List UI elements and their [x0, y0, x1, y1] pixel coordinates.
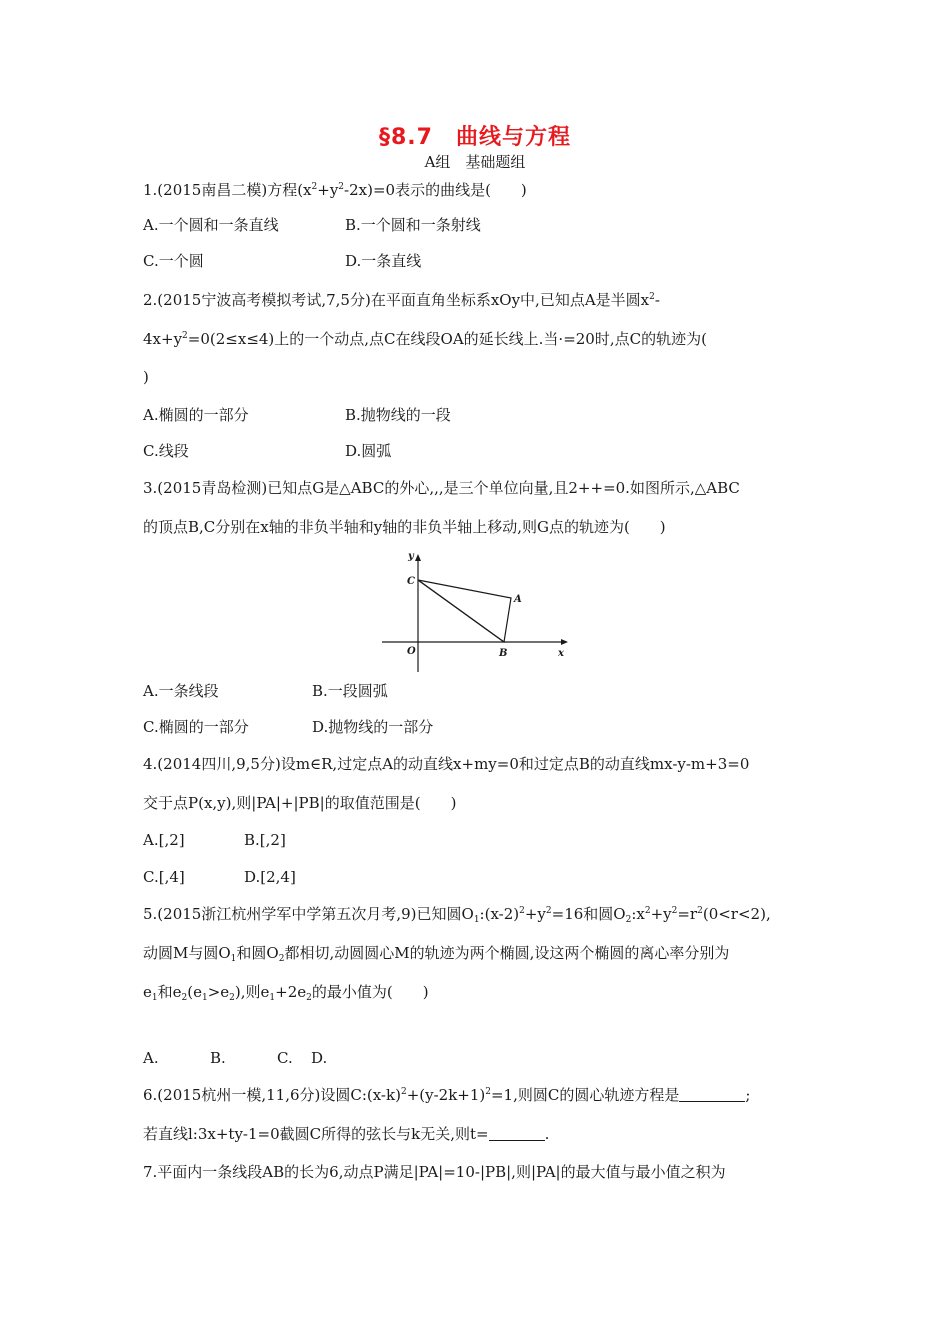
triangle-coordinate-figure [380, 548, 572, 674]
q3-option-c: C.椭圆的一部分 [143, 718, 249, 736]
label-b: B [499, 648, 508, 659]
q3-option-b: B.一段圆弧 [312, 682, 388, 700]
segment-cb [418, 580, 504, 642]
q7-stem-line1: 7.平面内一条线段AB的长为6,动点P满足|PA|=10-|PB|,则|PA|的最大值与最小值之积为 [143, 1163, 726, 1181]
q2-stem-line2: $4x+y^2=0(2\le x\le 4)$上的一个动点,点C在线段OA的延长线上.当·=20时,点C的轨迹为( [143, 330, 707, 348]
q2-option-a: A.椭圆的一部分 [143, 406, 249, 424]
q2-option-b: B.抛物线的一段 [345, 406, 451, 424]
q6-stem-line2: 若直线l:3x+ty-1=0截圆C所得的弦长与k无关,则t= . [143, 1125, 550, 1143]
q5-stem-line1: 5.(2015浙江杭州学军中学第五次月考,9)已知圆$O_1:(x-2)^2+y^2=16$和圆$O_2:x^2+y^2=r^2(0<r<2)$, [143, 905, 771, 925]
q4-option-d: D.[2,4] [244, 868, 296, 886]
q5-option-b: B. [210, 1049, 226, 1067]
label-c: C [407, 576, 415, 587]
q5-option-c: C. [277, 1049, 293, 1067]
q1-option-d: D.一条直线 [345, 252, 422, 270]
label-a: A [514, 594, 522, 605]
q4-option-b: B.[,2] [244, 831, 286, 849]
q1-option-b: B.一个圆和一条射线 [345, 216, 481, 234]
triangle-abc [418, 580, 511, 642]
q4-stem-line1: 4.(2014四川,9,5分)设m∈R,过定点A的动直线x+my=0和过定点B的动直线mx-y-m+3=0 [143, 755, 750, 773]
answer-blank-2[interactable] [489, 1126, 545, 1141]
q5-stem-line3: $e_1$和$e_2(e_1>e_2)$,则$e_1+2e_2$的最小值为( ) [143, 983, 429, 1003]
answer-blank-1[interactable] [679, 1087, 745, 1102]
label-x: x [558, 648, 564, 659]
q5-option-d: D. [311, 1049, 328, 1067]
label-y: y [408, 551, 414, 562]
q1-option-a: A.一个圆和一条直线 [143, 216, 279, 234]
q6-stem-line1: 6.(2015杭州一模,11,6分)设圆$C:(x-k)^2+(y-2k+1)^2=1$,则圆C的圆心轨迹方程是 ; [143, 1086, 751, 1104]
q5-option-a: A. [143, 1049, 159, 1067]
q3-stem-line2: 的顶点B,C分别在x轴的非负半轴和y轴的非负半轴上移动,则G点的轨迹为( ) [143, 518, 666, 536]
q4-option-c: C.[,4] [143, 868, 185, 886]
q3-option-a: A.一条线段 [143, 682, 219, 700]
q1-option-c: C.一个圆 [143, 252, 204, 270]
q2-stem-line3: ) [143, 368, 149, 386]
label-o: O [407, 646, 416, 657]
q2-stem-line1: 2.(2015宁波高考模拟考试,7,5分)在平面直角坐标系xOy中,已知点A是半圆$x^2-$ [143, 291, 660, 309]
q5-stem-line2: 动圆M与圆$O_1$和圆$O_2$都相切,动圆圆心M的轨迹为两个椭圆,设这两个椭圆的离心率分别为 [143, 944, 730, 964]
section-title: §8.7 曲线与方程 [379, 125, 571, 150]
q1-stem: 1.(2015南昌二模)方程$(x^2+y^2-2x)=0$表示的曲线是( ) [143, 181, 527, 199]
x-axis-arrow [561, 639, 568, 645]
q3-option-d: D.抛物线的一部分 [312, 718, 434, 736]
q3-stem-line1: 3.(2015青岛检测)已知点G是△ABC的外心,,,是三个单位向量,且2++=0.如图所示,△ABC [143, 479, 740, 497]
y-axis-arrow [415, 554, 421, 561]
q4-option-a: A.[,2] [143, 831, 185, 849]
q2-option-d: D.圆弧 [345, 442, 392, 460]
q4-stem-line2: 交于点P(x,y),则|PA|+|PB|的取值范围是( ) [143, 794, 457, 812]
group-subtitle: A组 基础题组 [424, 153, 526, 171]
q2-option-c: C.线段 [143, 442, 189, 460]
